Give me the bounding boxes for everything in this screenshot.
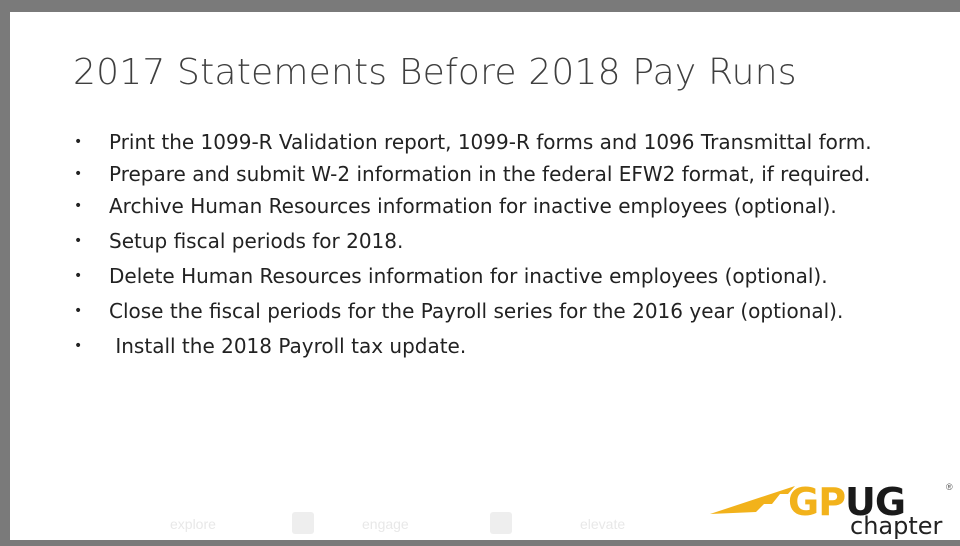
bullet-text: Print the 1099-R Validation report, 1099-R forms and 1096 Transmittal form. <box>109 130 872 154</box>
bullet-glyph: • <box>74 338 83 354</box>
footer-word-explore: explore <box>170 516 216 532</box>
puzzle-icon <box>490 512 512 534</box>
bullet-item <box>74 229 894 253</box>
bullet-text: Setup fiscal periods for 2018. <box>109 229 404 253</box>
gear-icon <box>292 512 314 534</box>
bullet-item <box>74 264 894 288</box>
bullet-glyph: • <box>74 233 83 249</box>
gpug-chapter-logo <box>710 474 960 546</box>
bullet-item <box>74 334 894 358</box>
footer-word-elevate: elevate <box>580 516 626 532</box>
logo-gp: GP <box>788 480 846 524</box>
logo-ug: UG <box>845 480 906 524</box>
bullet-glyph: • <box>74 268 83 284</box>
bullet-text: Install the 2018 Payroll tax update. <box>109 334 467 358</box>
bullet-item <box>74 130 894 154</box>
bullet-glyph: • <box>74 303 83 319</box>
swoosh-icon <box>710 482 800 522</box>
slide-title: 2017 Statements Before 2018 Pay Runs <box>73 52 797 93</box>
bullet-item <box>74 299 894 323</box>
registered-mark: ® <box>946 482 953 492</box>
bullet-text: Prepare and submit W-2 information in the federal EFW2 format, if required. <box>109 162 871 186</box>
bullet-item <box>74 162 894 186</box>
bullet-glyph: • <box>74 166 83 182</box>
bullet-item <box>74 194 894 218</box>
bullet-text: Archive Human Resources information for inactive employees (optional). <box>109 194 837 218</box>
bullet-text: Close the fiscal periods for the Payroll series for the 2016 year (optional). <box>109 299 844 323</box>
slide <box>10 12 960 540</box>
logo-subtitle: chapter <box>850 512 943 540</box>
bullet-text: Delete Human Resources information for inactive employees (optional). <box>109 264 828 288</box>
bullet-list <box>74 130 894 369</box>
bullet-glyph: • <box>74 198 83 214</box>
bullet-glyph: • <box>74 134 83 150</box>
footer-word-engage: engage <box>362 516 409 532</box>
